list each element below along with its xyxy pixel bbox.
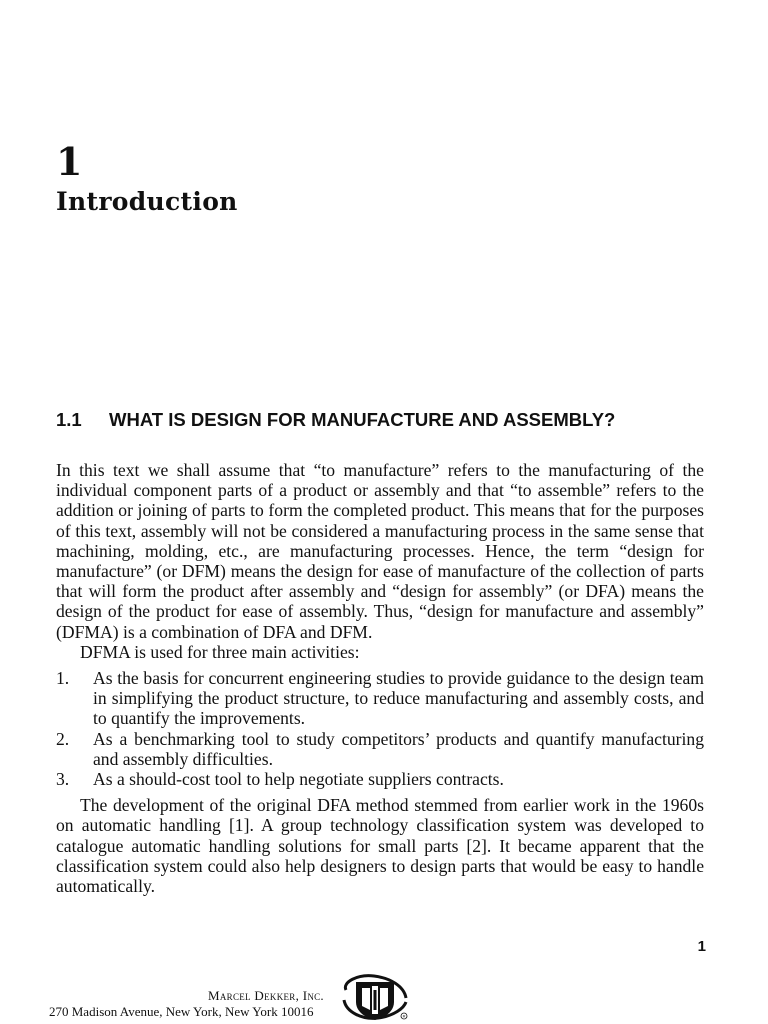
activities-lead-in: DFMA is used for three main activities: xyxy=(80,641,360,662)
list-item xyxy=(56,668,704,729)
list-item-text: As a benchmarking tool to study competitors’ products and quantify manufacturing and assembly difficulties. xyxy=(93,728,704,769)
intro-paragraph: In this text we shall assume that “to manufacture” refers to the manufacturing of the individual component parts of a product or assembly and that “to assemble” refers to the addition or joining of parts to form the completed product. This means that for the purposes of this text, assembly will not be considered a manufacturing process in the same sense that machining, molding, etc., are manufacturing processes. Hence, the term “design for manufacture” (or DFM) means the design for ease of manufacture of the collection of parts that will form the product after assembly and “design for assembly” (or DFA) means the design of the product for ease of assembly. Thus, “design for manufacture and assembly” (DFMA) is a combination of DFA and DFM. xyxy=(56,460,704,642)
list-marker: 3. xyxy=(56,769,70,790)
list-marker: 1. xyxy=(56,668,70,689)
section-number: 1.1 xyxy=(56,409,82,430)
page-number: 1 xyxy=(697,938,706,955)
activities-list xyxy=(56,668,704,789)
list-item xyxy=(56,769,704,789)
section-title: WHAT IS DESIGN FOR MANUFACTURE AND ASSEMBLY? xyxy=(109,409,616,430)
list-item xyxy=(56,729,704,769)
list-item-text: As a should-cost tool to help negotiate suppliers contracts. xyxy=(93,769,504,790)
chapter-title: Introduction xyxy=(56,187,238,216)
chapter-number: 1 xyxy=(56,139,83,184)
body-text xyxy=(56,460,704,896)
publisher-logo-icon xyxy=(340,972,410,1022)
svg-text:R: R xyxy=(402,1013,406,1019)
development-paragraph: The development of the original DFA method stemmed from earlier work in the 1960s on automatic handling [1]. A group technology classification system was developed to catalogue automatic handling solutions for small parts [2]. It became apparent that the classification system could also help designers to design parts that would be easy to handle automatically. xyxy=(56,795,704,897)
publisher-address: 270 Madison Avenue, New York, New York 10016 xyxy=(49,1004,314,1019)
list-item-text: As the basis for concurrent engineering studies to provide guidance to the design team in simplifying the product structure, to reduce manufacturing and assembly costs, and to quantify the improvements. xyxy=(93,668,704,729)
section-heading xyxy=(56,408,716,431)
publisher-name: Marcel Dekker, Inc. xyxy=(208,988,324,1003)
list-marker: 2. xyxy=(56,728,70,749)
